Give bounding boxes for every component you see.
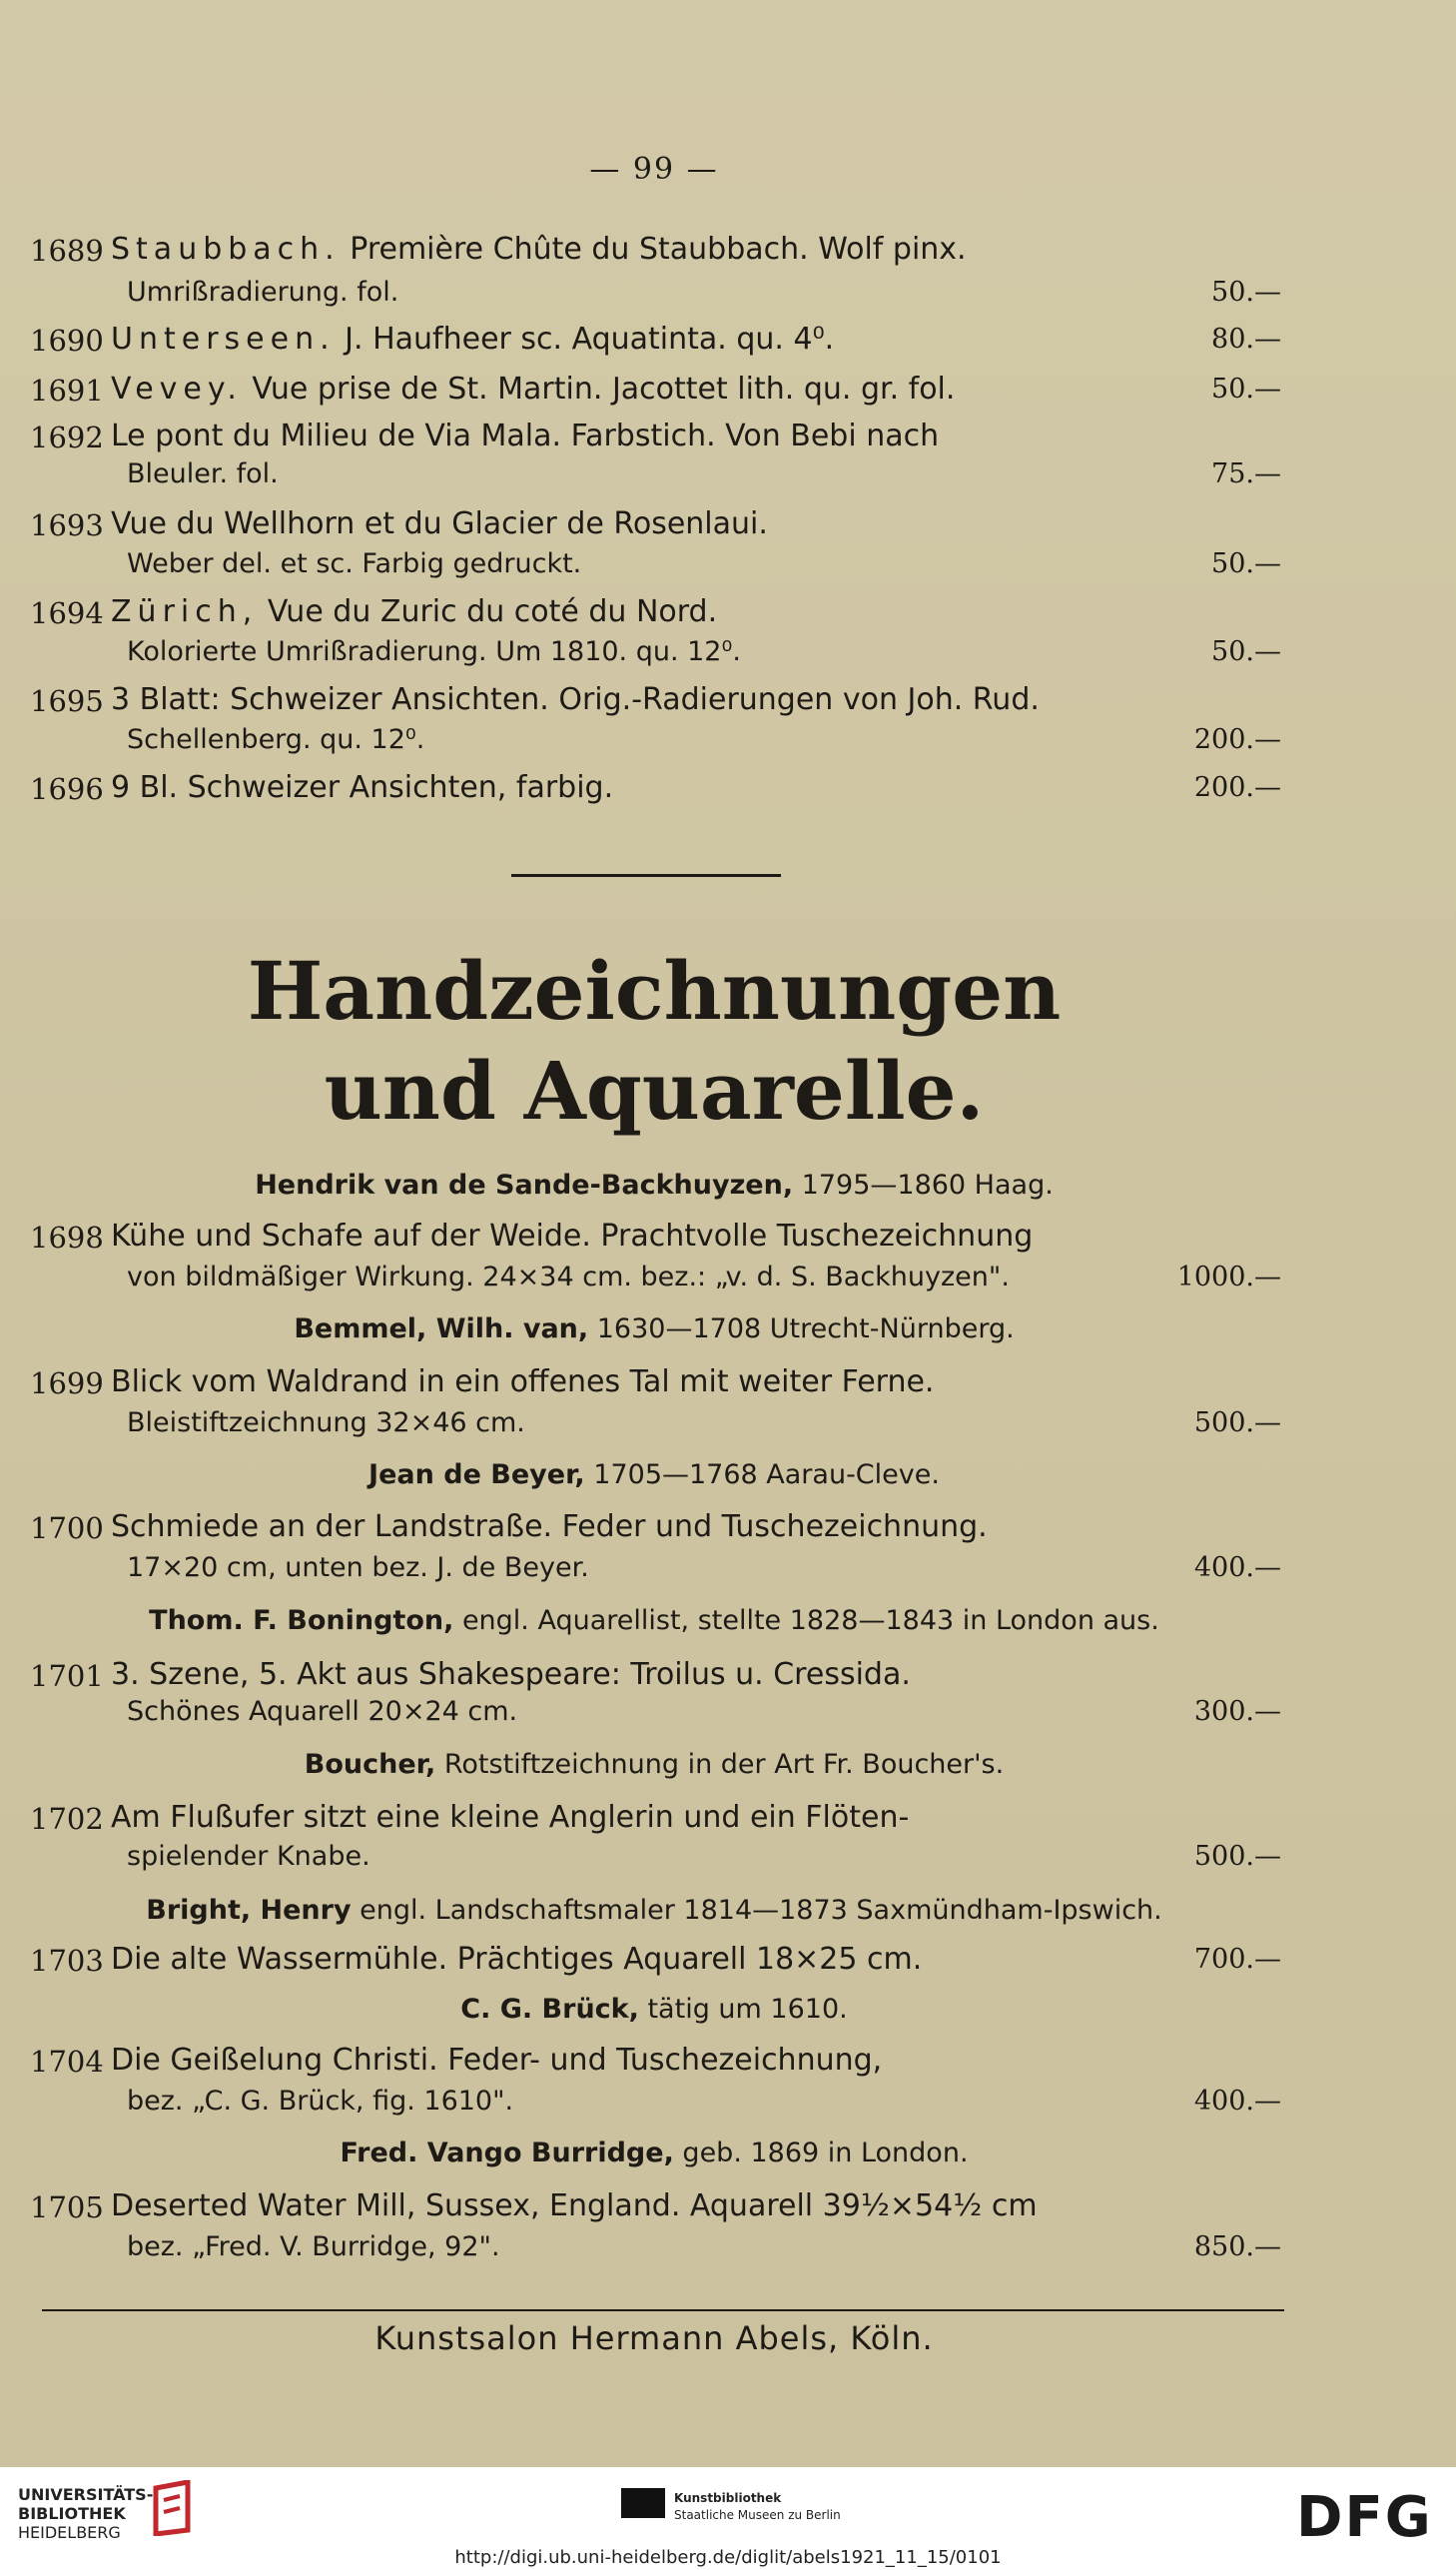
library-name-line: BIBLIOTHEK	[18, 2504, 126, 2523]
artist-heading: Hendrik van de Sande-Backhuyzen, 1795—1860 Haag.	[255, 1170, 1054, 1201]
entry-number: 1692	[30, 421, 104, 454]
entry-subtitle: spielender Knabe.	[127, 1841, 370, 1872]
entry-price: 50.—	[1211, 277, 1281, 308]
artist-heading: C. G. Brück, tätig um 1610.	[460, 1994, 848, 2025]
entry-number: 1700	[30, 1511, 104, 1545]
entry-number: 1703	[30, 1944, 104, 1978]
university-library-logo[interactable]	[18, 2485, 153, 2542]
entry-subtitle: bez. „C. G. Brück, fig. 1610".	[127, 2086, 514, 2117]
entry-price: 850.—	[1193, 2231, 1281, 2262]
entry-price: 400.—	[1193, 1552, 1281, 1583]
entry-title: Vue du Wellhorn et du Glacier de Rosenlaui.	[111, 506, 768, 541]
library-name-line: UNIVERSITÄTS-	[18, 2485, 154, 2504]
entry-title: 3 Blatt: Schweizer Ansichten. Orig.-Radierungen von Joh. Rud.	[111, 682, 1040, 717]
entry-title: Am Flußufer sitzt eine kleine Anglerin und ein Flöten-	[111, 1800, 910, 1835]
entry-price: 500.—	[1193, 1407, 1281, 1438]
entry-price: 400.—	[1193, 2086, 1281, 2117]
entry-number: 1704	[30, 2045, 104, 2079]
entry-subtitle: Schönes Aquarell 20×24 cm.	[127, 1696, 518, 1727]
artist-heading: Bemmel, Wilh. van, 1630—1708 Utrecht-Nürnberg.	[294, 1313, 1015, 1344]
entry-title: Schmiede an der Landstraße. Feder und Tuschezeichnung.	[111, 1509, 988, 1544]
entry-subtitle: Kolorierte Umrißradierung. Um 1810. qu. 12⁰.	[127, 636, 741, 667]
entry-price: 80.—	[1211, 324, 1281, 355]
entry-title: Le pont du Milieu de Via Mala. Farbstich. Von Bebi nach	[111, 419, 940, 453]
entry-number: 1689	[30, 234, 104, 268]
entry-number: 1705	[30, 2190, 104, 2224]
entry-subtitle: Weber del. et sc. Farbig gedruckt.	[127, 548, 582, 579]
kunstbibliothek-logo[interactable]: Kunstbibliothek Staatliche Museen zu Berlin	[674, 2491, 841, 2522]
artist-heading: Bright, Henry engl. Landschaftsmaler 1814—1873 Saxmündham-Ipswich.	[146, 1895, 1162, 1926]
entry-title: Unterseen. J. Haufheer sc. Aquatinta. qu. 4⁰.	[111, 322, 835, 357]
entry-price: 75.—	[1211, 458, 1281, 489]
entry-number: 1690	[30, 324, 104, 358]
entry-subtitle: Schellenberg. qu. 12⁰.	[127, 724, 425, 755]
entry-title: Die Geißelung Christi. Feder- und Tuschezeichnung,	[111, 2043, 883, 2078]
entry-number: 1695	[30, 684, 104, 718]
artist-heading: Jean de Beyer, 1705—1768 Aarau-Cleve.	[368, 1459, 940, 1490]
entry-subtitle: bez. „Fred. V. Burridge, 92".	[127, 2231, 500, 2262]
entry-price: 200.—	[1193, 724, 1281, 755]
entry-number: 1698	[30, 1221, 104, 1255]
footer-rule	[42, 2309, 1284, 2311]
entry-number: 1701	[30, 1659, 104, 1693]
section-title-line-2: und Aquarelle.	[324, 1044, 985, 1138]
entry-number: 1691	[30, 374, 104, 408]
page-number: — 99 —	[589, 152, 719, 187]
entry-price: 300.—	[1193, 1696, 1281, 1727]
section-title-line-1: Handzeichnungen	[247, 944, 1062, 1038]
entry-number: 1696	[30, 772, 104, 806]
entry-number: 1694	[30, 596, 104, 630]
entry-number: 1702	[30, 1802, 104, 1836]
entry-price: 50.—	[1211, 374, 1281, 405]
entry-title: 3. Szene, 5. Akt aus Shakespeare: Troilus u. Cressida.	[111, 1657, 911, 1692]
dfg-logo[interactable]: DFG	[1296, 2485, 1433, 2550]
entry-subtitle: 17×20 cm, unten bez. J. de Beyer.	[127, 1552, 589, 1583]
entry-title: Die alte Wassermühle. Prächtiges Aquarell 18×25 cm.	[111, 1942, 923, 1977]
entry-number: 1693	[30, 508, 104, 542]
artist-heading: Fred. Vango Burridge, geb. 1869 in London.	[340, 2138, 969, 2168]
entry-subtitle: Bleuler. fol.	[127, 458, 279, 489]
entry-price: 500.—	[1193, 1841, 1281, 1872]
artist-heading: Boucher, Rotstiftzeichnung in der Art Fr. Boucher's.	[304, 1749, 1005, 1780]
entry-title: Kühe und Schafe auf der Weide. Prachtvolle Tuschezeichnung	[111, 1219, 1034, 1254]
library-name-line: HEIDELBERG	[18, 2523, 121, 2542]
publisher-footer: Kunstsalon Hermann Abels, Köln.	[374, 2319, 934, 2357]
entry-subtitle: Umrißradierung. fol.	[127, 277, 399, 308]
entry-title: Zürich, Vue du Zuric du coté du Nord.	[111, 594, 718, 629]
entry-title: Vevey. Vue prise de St. Martin. Jacottet lith. qu. gr. fol.	[111, 372, 956, 407]
entry-price: 50.—	[1211, 548, 1281, 579]
entry-title: 9 Bl. Schweizer Ansichten, farbig.	[111, 770, 614, 805]
kunstbibliothek-logo-icon	[621, 2488, 665, 2518]
entry-price: 200.—	[1193, 772, 1281, 803]
entry-price: 50.—	[1211, 636, 1281, 667]
source-url[interactable]: http://digi.ub.uni-heidelberg.de/diglit/abels1921_11_15/0101	[454, 2547, 1002, 2568]
section-divider	[511, 874, 781, 877]
entry-title: Blick vom Waldrand in ein offenes Tal mit weiter Ferne.	[111, 1364, 935, 1399]
library-emblem-icon	[148, 2480, 204, 2536]
entry-price: 1000.—	[1176, 1262, 1281, 1292]
entry-number: 1699	[30, 1366, 104, 1400]
entry-subtitle: Bleistiftzeichnung 32×46 cm.	[127, 1407, 525, 1438]
entry-title: Deserted Water Mill, Sussex, England. Aquarell 39½×54½ cm	[111, 2188, 1038, 2223]
entry-subtitle: von bildmäßiger Wirkung. 24×34 cm. bez.: „v. d. S. Backhuyzen".	[127, 1262, 1010, 1292]
entry-price: 700.—	[1193, 1944, 1281, 1975]
entry-title: Staubbach. Première Chûte du Staubbach. Wolf pinx.	[111, 232, 967, 267]
artist-heading: Thom. F. Bonington, engl. Aquarellist, stellte 1828—1843 in London aus.	[149, 1605, 1159, 1636]
